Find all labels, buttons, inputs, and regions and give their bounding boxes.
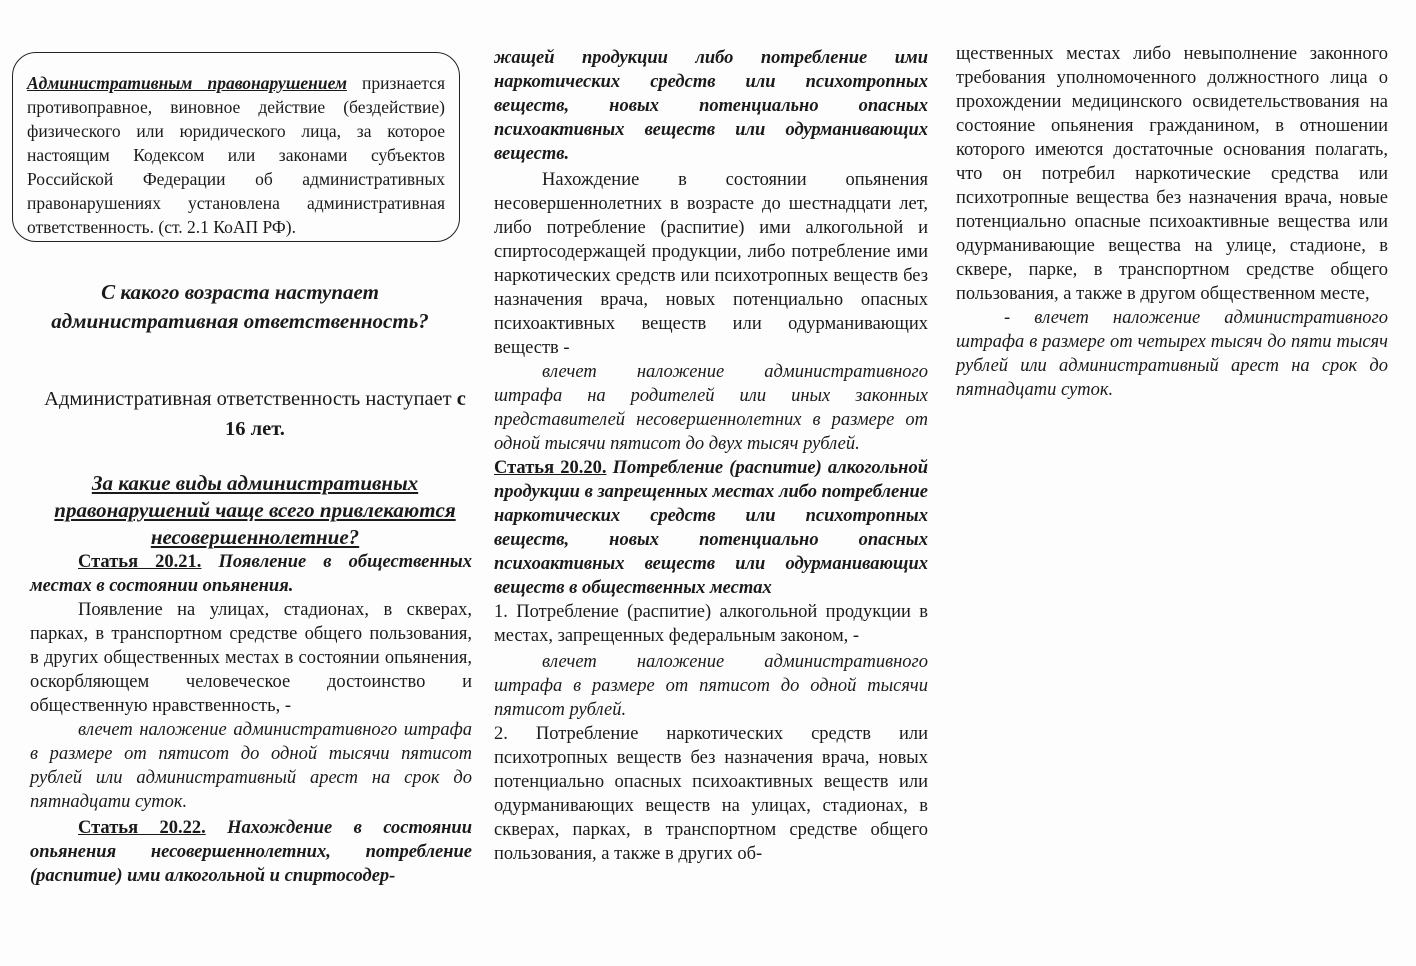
article-2021: [30, 550, 472, 888]
article-2020-item2-part1: 2. Потребление наркотических средств или психотропных веществ без назначения врача, новых потенциально опасных психоактивных веществ или одурманивающих веществ на улицах, стадионах, в скверах, парках, в транспортном средстве общего пользования, а также в других об-: [494, 724, 928, 864]
article-2021-number: Статья 20.21.: [78, 552, 202, 572]
article-2020-number: Статья 20.20.: [494, 458, 607, 478]
article-2021-heading: Появление в общественных местах в состоянии опьянения.: [30, 552, 472, 596]
article-2022-number: Статья 20.22.: [78, 818, 206, 838]
article-2021-title: [30, 550, 472, 598]
definition-text: признается противоправное, виновное действие (бездействие) физического или юридического лица, за которое настоящим Кодексом или законами субъектов Российской Федерации об административных правонарушениях установлена административная ответственность. (ст. 2.1 КоАП РФ).: [27, 73, 445, 237]
article-2022-heading-part1: Нахождение в состоянии опьянения несовершеннолетних, потребление (распитие) ими алкогольной и спиртосодер-: [30, 818, 472, 886]
article-2020-penalty2: - влечет наложение административного штрафа в размере от четырех тысяч до пяти тысяч рублей или административный арест на срок до пятнадцати суток.: [956, 308, 1388, 400]
article-2020-title: [494, 456, 928, 600]
definition-box: [12, 52, 460, 242]
article-2020-penalty1: влечет наложение административного штрафа в размере от пятисот до одной тысячи пятисот рублей.: [494, 652, 928, 720]
age-answer-prefix: Административная ответственность наступает: [44, 388, 457, 410]
question-age-heading: С какого возраста наступает административная ответственность?: [51, 280, 429, 333]
column-2: [494, 46, 928, 866]
article-2022-heading-part2: жащей продукции либо потребление ими наркотических средств или психотропных веществ, новых потенциально опасных психоактивных веществ или одурманивающих веществ.: [494, 48, 928, 164]
question-offenses-heading: За какие виды административных правонарушений чаще всего привлекаются несовершеннолетние?: [54, 471, 456, 549]
column-3: [956, 42, 1388, 402]
age-answer: [40, 384, 470, 444]
article-2020-heading: Потребление (распитие) алкогольной продукции в запрещенных местах либо потребление наркотических средств или психотропных веществ, новых потенциально опасных психоактивных веществ или одурманивающих веществ в общественных местах: [494, 458, 928, 598]
article-2022-title-start: [30, 816, 472, 888]
definition-term: Административным правонарушением: [27, 73, 347, 93]
article-2021-body: Появление на улицах, стадионах, в скверах, парках, в транспортном средстве общего пользования, в других общественных местах в состоянии опьянения, оскорбляющем человеческое достоинство и общественную нравственность, -: [30, 600, 472, 716]
article-2020-item2-part2: щественных местах либо невыполнение законного требования уполномоченного должностного лица о прохождении медицинского освидетельствования на состояние опьянения гражданином, в отношении которого имеются достаточные основания полагать, что он потребил наркотические средства или психотропные вещества без назначения врача, новые потенциально опасные психоактивные вещества или одурманивающие вещества на улице, стадионе, в сквере, парке, в транспортном средстве общего пользования, а также в другом общественном месте,: [956, 44, 1388, 304]
age-answer-bold: с 16 лет.: [225, 388, 466, 440]
article-2021-penalty: влечет наложение административного штрафа в размере от пятисот до одной тысячи пятисот рублей или административный арест на срок до пятнадцати суток.: [30, 720, 472, 812]
article-2022-penalty: влечет наложение административного штрафа на родителей или иных законных представителей несовершеннолетних в размере от одной тысячи пятисот до двух тысяч рублей.: [494, 362, 928, 454]
article-2022-body: Нахождение в состоянии опьянения несовершеннолетних в возрасте до шестнадцати лет, либо потребление (распитие) ими алкогольной и спиртосодержащей продукции, либо потребление ими наркотических средств или психотропных веществ без назначения врача, новых потенциально опасных психоактивных веществ или одурманивающих веществ -: [494, 170, 928, 358]
article-2020-item1: 1. Потребление (распитие) алкогольной продукции в местах, запрещенных федеральным законом, -: [494, 602, 928, 646]
